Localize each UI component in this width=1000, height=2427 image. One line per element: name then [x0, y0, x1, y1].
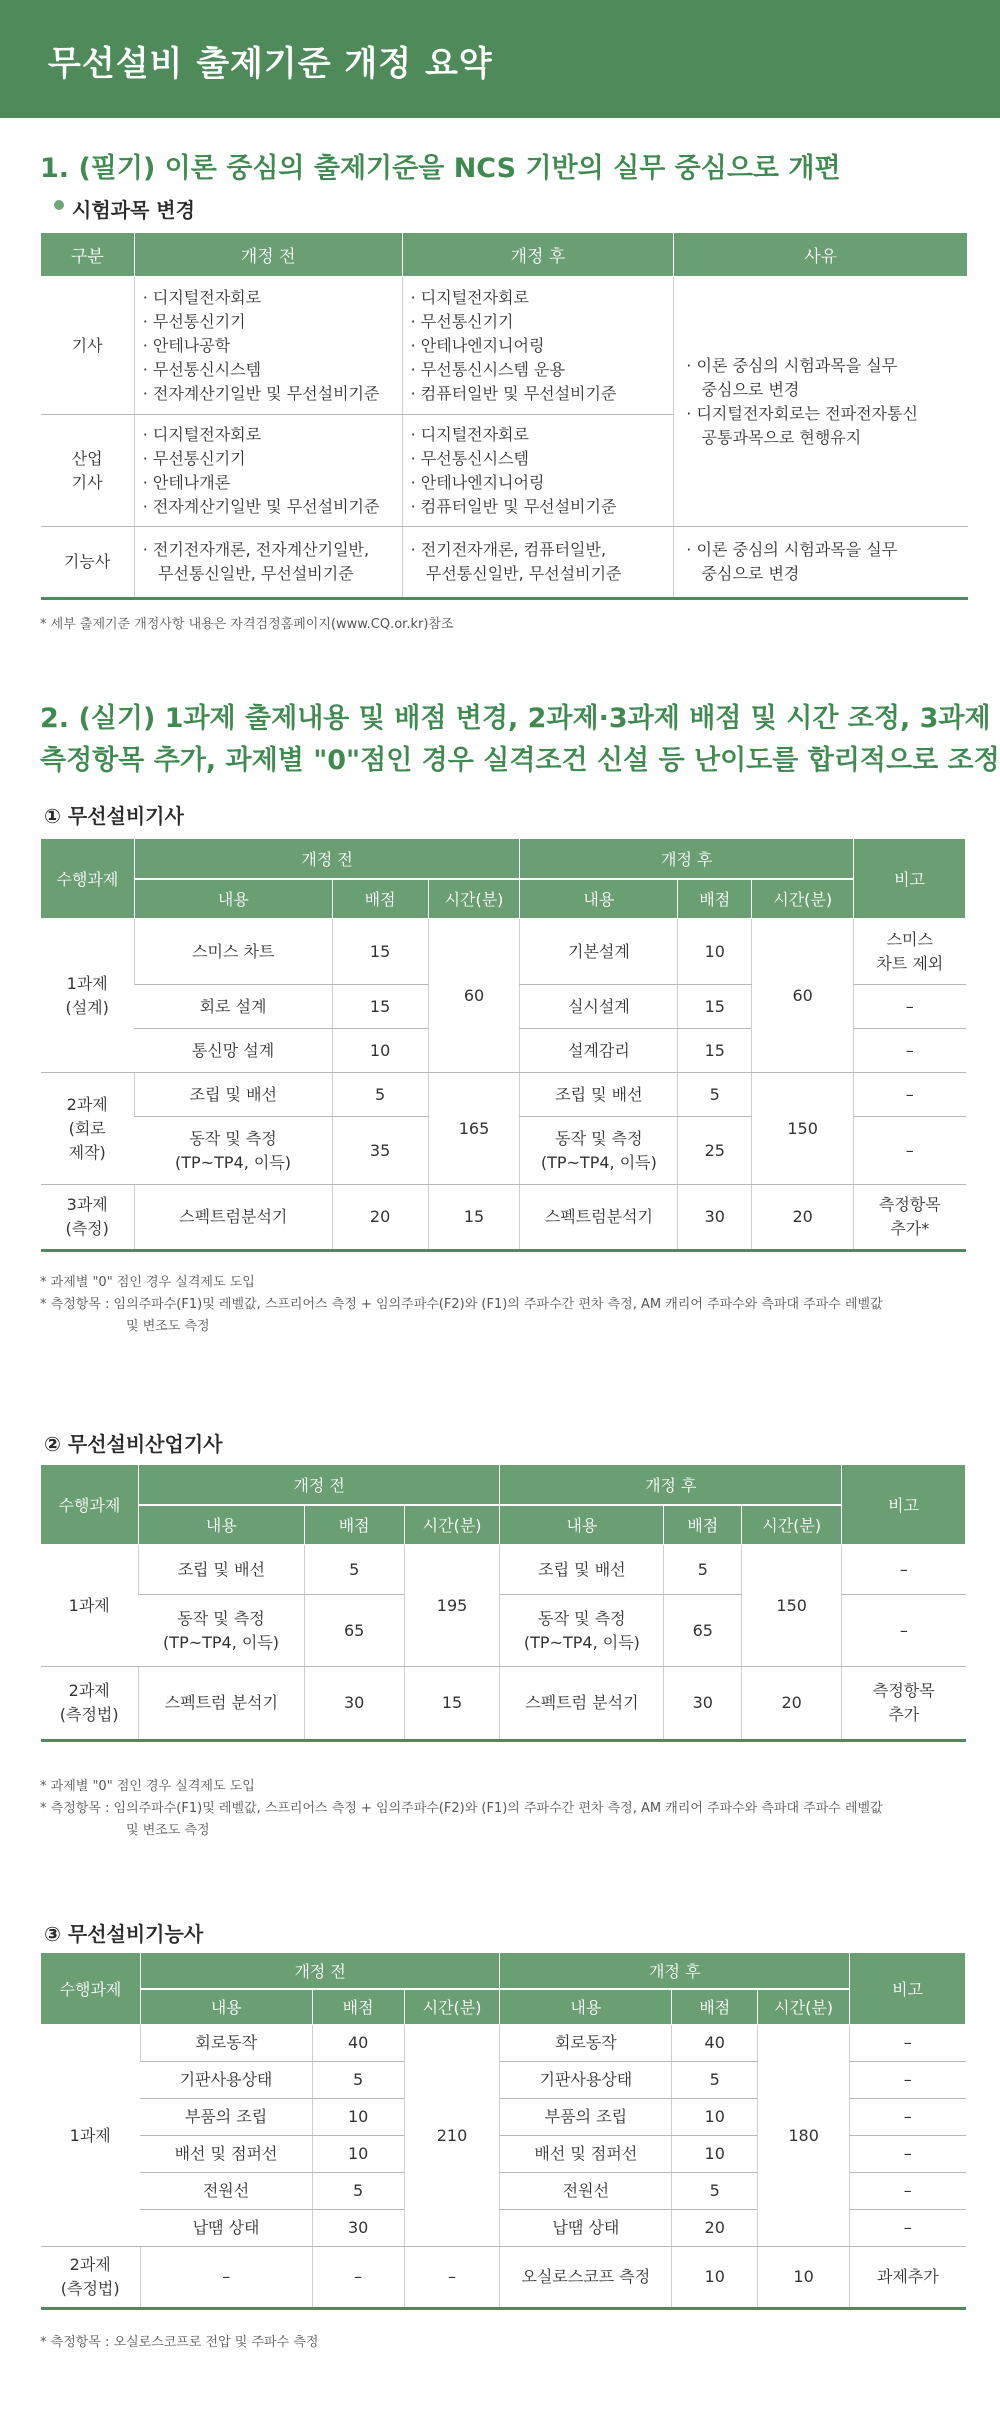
task-label: 1과제 (설계) [41, 919, 135, 1073]
after-score: 30 [678, 1185, 752, 1251]
col-header-note: 비고 [850, 1953, 966, 2025]
table-row [41, 1667, 966, 1741]
note-cell: 측정항목 추가* [854, 1185, 966, 1251]
col-header-task: 수행과제 [41, 1953, 141, 2025]
col-header-category: 구분 [41, 233, 135, 277]
before-score: 40 [312, 2025, 404, 2062]
after-subjects: · 디지털전자회로 · 무선통신시스템 · 안테나엔지니어링 · 컴퓨터일반 및 무선설비기준 [402, 415, 674, 527]
after-content: 조립 및 배선 [520, 1073, 678, 1117]
before-content: 기판사용상태 [140, 2062, 312, 2099]
before-content: 동작 및 측정 (TP~TP4, 이득) [138, 1595, 304, 1667]
col-header-score: 배점 [678, 879, 752, 919]
row-category: 기능사 [41, 527, 135, 599]
col-header-time: 시간(분) [758, 1989, 850, 2025]
table1-notes: * 과제별 "0" 점인 경우 실격제도 도입 * 측정항목 : 임의주파수(F1)및 레벨값, 스프리어스 측정 + 임의주파수(F2)와 (F1)의 주파수간 편차 측정, AM 캐리어 주파수와 측파대 주파수 레벨값 및 변조도 측정 [40, 1275, 883, 1334]
col-header-note: 비고 [854, 839, 966, 919]
task-label: 1과제 [41, 1545, 139, 1667]
table3-title: ③ 무선설비기능사 [44, 1922, 204, 1946]
col-header-score: 배점 [664, 1505, 742, 1545]
after-score: 20 [672, 2210, 758, 2247]
task-label: 2과제 (측정법) [41, 2247, 141, 2309]
col-header-before: 개정 전 [134, 839, 520, 879]
before-content: 스펙트럼분석기 [134, 1185, 332, 1251]
note-cell: – [854, 1117, 966, 1185]
section1-subtitle: 시험과목 변경 [72, 198, 195, 222]
col-header-after: 개정 후 [500, 1465, 842, 1505]
after-score: 5 [672, 2173, 758, 2210]
before-score: 15 [332, 985, 428, 1029]
before-time: 195 [404, 1545, 500, 1667]
note-cell: – [854, 1029, 966, 1073]
after-content: 조립 및 배선 [500, 1545, 664, 1595]
section1-title: 1. (필기) 이론 중심의 출제기준을 NCS 기반의 실무 중심으로 개편 [40, 153, 841, 184]
after-content: 오실로스코프 측정 [500, 2247, 672, 2309]
note-cell: – [854, 1073, 966, 1117]
before-score: 5 [312, 2062, 404, 2099]
after-score: 5 [678, 1073, 752, 1117]
after-subjects: · 디지털전자회로 · 무선통신기기 · 안테나엔지니어링 · 무선통신시스템 운용 · 컴퓨터일반 및 무선설비기준 [402, 277, 674, 415]
before-time: 15 [428, 1185, 520, 1251]
table-row [41, 527, 968, 599]
after-score: 30 [664, 1667, 742, 1741]
note-cell: – [850, 2062, 966, 2099]
before-content: 납땜 상태 [140, 2210, 312, 2247]
before-score: – [312, 2247, 404, 2309]
after-time: 20 [742, 1667, 842, 1741]
after-score: 5 [664, 1545, 742, 1595]
before-content: 회로 설계 [134, 985, 332, 1029]
section2-title-line1: 2. (실기) 1과제 출제내용 및 배점 변경, 2과제·3과제 배점 및 시간 조정, 3과제 [40, 703, 991, 734]
col-header-score: 배점 [332, 879, 428, 919]
section1-note: * 세부 출제기준 개정사항 내용은 자격검정홈페이지(www.CQ.or.kr)참조 [40, 617, 454, 632]
col-header-time: 시간(분) [404, 1505, 500, 1545]
after-content: 스펙트럼분석기 [520, 1185, 678, 1251]
before-score: 10 [312, 2136, 404, 2173]
after-content: 부품의 조립 [500, 2099, 672, 2136]
before-score: 30 [304, 1667, 404, 1741]
col-header-score: 배점 [304, 1505, 404, 1545]
before-time: 15 [404, 1667, 500, 1741]
after-score: 10 [672, 2136, 758, 2173]
after-content: 설계감리 [520, 1029, 678, 1073]
before-content: 조립 및 배선 [138, 1545, 304, 1595]
before-content: 동작 및 측정 (TP~TP4, 이득) [134, 1117, 332, 1185]
before-score: 5 [304, 1545, 404, 1595]
reason-shared: · 이론 중심의 시험과목을 실무 중심으로 변경 · 디지털전자회로는 전파전자통신 공통과목으로 현행유지 [674, 277, 968, 527]
after-content: 동작 및 측정 (TP~TP4, 이득) [500, 1595, 664, 1667]
after-content: 배선 및 점퍼선 [500, 2136, 672, 2173]
header-banner [0, 0, 1000, 118]
col-header-after: 개정 후 [402, 233, 674, 277]
before-content: 스펙트럼 분석기 [138, 1667, 304, 1741]
after-score: 10 [678, 919, 752, 985]
note-cell: – [850, 2099, 966, 2136]
before-time: 210 [404, 2025, 500, 2247]
after-score: 25 [678, 1117, 752, 1185]
before-score: 20 [332, 1185, 428, 1251]
col-header-content: 내용 [500, 1505, 664, 1545]
after-content: 동작 및 측정 (TP~TP4, 이득) [520, 1117, 678, 1185]
before-score: 10 [332, 1029, 428, 1073]
row-category: 기사 [41, 277, 135, 415]
before-content: 부품의 조립 [140, 2099, 312, 2136]
task-label: 3과제 (측정) [41, 1185, 135, 1251]
before-content: 전원선 [140, 2173, 312, 2210]
before-score: 35 [332, 1117, 428, 1185]
table-row [41, 1185, 966, 1251]
table-row [41, 2247, 966, 2309]
after-content: 스펙트럼 분석기 [500, 1667, 664, 1741]
table2-title: ② 무선설비산업기사 [44, 1432, 223, 1456]
before-content: 조립 및 배선 [134, 1073, 332, 1117]
col-header-content: 내용 [140, 1989, 312, 2025]
table2-notes: * 과제별 "0" 점인 경우 실격제도 도입 * 측정항목 : 임의주파수(F1)및 레벨값, 스프리어스 측정 + 임의주파수(F2)와 (F1)의 주파수간 편차 측정, AM 캐리어 주파수와 측파대 주파수 레벨값 및 변조도 측정 [40, 1779, 883, 1838]
reason: · 이론 중심의 시험과목을 실무 중심으로 변경 [674, 527, 968, 599]
after-time: 60 [752, 919, 854, 1073]
before-score: 15 [332, 919, 428, 985]
note-cell: – [850, 2173, 966, 2210]
before-score: 30 [312, 2210, 404, 2247]
before-content: – [140, 2247, 312, 2309]
table3-notes: * 측정항목 : 오실로스코프로 전압 및 주파수 측정 [40, 2335, 319, 2350]
note-cell: – [842, 1545, 966, 1595]
after-time: 10 [758, 2247, 850, 2309]
table-row [41, 277, 968, 415]
note-cell: – [854, 985, 966, 1029]
before-subjects: · 디지털전자회로 · 무선통신기기 · 안테나공학 · 무선통신시스템 · 전자계산기일반 및 무선설비기준 [134, 277, 402, 415]
note-cell: – [850, 2025, 966, 2062]
col-header-time: 시간(분) [428, 879, 520, 919]
before-score: 5 [312, 2173, 404, 2210]
after-content: 회로동작 [500, 2025, 672, 2062]
before-content: 배선 및 점퍼선 [140, 2136, 312, 2173]
col-header-after: 개정 후 [520, 839, 854, 879]
after-score: 40 [672, 2025, 758, 2062]
col-header-score: 배점 [312, 1989, 404, 2025]
before-time: – [404, 2247, 500, 2309]
note-cell: 스미스 차트 제외 [854, 919, 966, 985]
table-row [41, 919, 966, 985]
after-content: 납땜 상태 [500, 2210, 672, 2247]
table1-title: ① 무선설비기사 [44, 804, 184, 828]
table-row [41, 1073, 966, 1117]
col-header-content: 내용 [500, 1989, 672, 2025]
col-header-after: 개정 후 [500, 1953, 850, 1989]
after-score: 10 [672, 2247, 758, 2309]
col-header-task: 수행과제 [41, 1465, 139, 1545]
note-cell: – [850, 2136, 966, 2173]
after-time: 180 [758, 2025, 850, 2247]
col-header-before: 개정 전 [140, 1953, 500, 1989]
before-content: 스미스 차트 [134, 919, 332, 985]
engineer-practical-table [40, 838, 966, 1252]
task-label: 2과제 (측정법) [41, 1667, 139, 1741]
industrial-engineer-practical-table [40, 1464, 966, 1742]
col-header-time: 시간(분) [742, 1505, 842, 1545]
after-time: 150 [742, 1545, 842, 1667]
before-subjects: · 디지털전자회로 · 무선통신기기 · 안테나개론 · 전자계산기일반 및 무선설비기준 [134, 415, 402, 527]
col-header-content: 내용 [138, 1505, 304, 1545]
craftsman-practical-table [40, 1952, 966, 2310]
before-content: 통신망 설계 [134, 1029, 332, 1073]
after-content: 기본설계 [520, 919, 678, 985]
bullet-dot-icon [54, 200, 64, 210]
written-subjects-table [40, 232, 968, 600]
col-header-before: 개정 전 [134, 233, 402, 277]
after-time: 150 [752, 1073, 854, 1185]
col-header-time: 시간(분) [752, 879, 854, 919]
col-header-before: 개정 전 [138, 1465, 500, 1505]
after-content: 실시설계 [520, 985, 678, 1029]
task-label: 2과제 (회로 제작) [41, 1073, 135, 1185]
section2-title-line2: 측정항목 추가, 과제별 "0"점인 경우 실격조건 신설 등 난이도를 합리적으로 조정 [40, 745, 1000, 776]
after-score: 15 [678, 985, 752, 1029]
col-header-reason: 사유 [674, 233, 968, 277]
after-score: 10 [672, 2099, 758, 2136]
col-header-content: 내용 [134, 879, 332, 919]
after-score: 65 [664, 1595, 742, 1667]
before-time: 60 [428, 919, 520, 1073]
before-score: 10 [312, 2099, 404, 2136]
note-cell: 과제추가 [850, 2247, 966, 2309]
note-cell: 측정항목 추가 [842, 1667, 966, 1741]
before-score: 5 [332, 1073, 428, 1117]
before-content: 회로동작 [140, 2025, 312, 2062]
row-category: 산업기사 [41, 415, 135, 527]
table-row [41, 1545, 966, 1595]
after-subjects: · 전기전자개론, 컴퓨터일반, 무선통신일반, 무선설비기준 [402, 527, 674, 599]
note-cell: – [850, 2210, 966, 2247]
after-time: 20 [752, 1185, 854, 1251]
col-header-time: 시간(분) [404, 1989, 500, 2025]
before-score: 65 [304, 1595, 404, 1667]
table-row [41, 2025, 966, 2062]
note-cell: – [842, 1595, 966, 1667]
before-subjects: · 전기전자개론, 전자계산기일반, 무선통신일반, 무선설비기준 [134, 527, 402, 599]
after-score: 5 [672, 2062, 758, 2099]
col-header-task: 수행과제 [41, 839, 135, 919]
col-header-content: 내용 [520, 879, 678, 919]
before-time: 165 [428, 1073, 520, 1185]
after-content: 기판사용상태 [500, 2062, 672, 2099]
after-content: 전원선 [500, 2173, 672, 2210]
col-header-score: 배점 [672, 1989, 758, 2025]
after-score: 15 [678, 1029, 752, 1073]
task-label: 1과제 [41, 2025, 141, 2247]
page-title: 무선설비 출제기준 개정 요약 [48, 44, 493, 84]
col-header-note: 비고 [842, 1465, 966, 1545]
